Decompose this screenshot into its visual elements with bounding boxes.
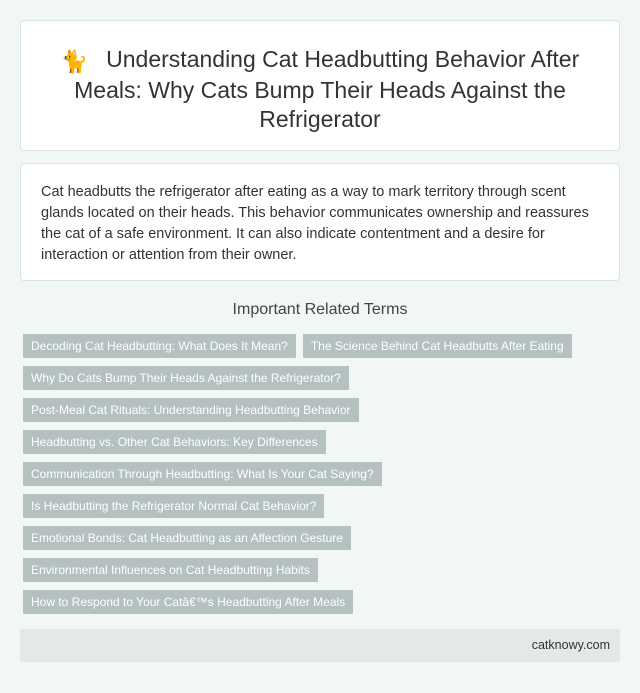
summary-text: Cat headbutts the refrigerator after eating as a way to mark territory through scent glands located on their heads. This behavior communicates ownership and reassures the cat of a safe environment. It can also indicate contentment and a desire for interaction or attention from their owner. (41, 184, 589, 263)
cat-icon: 🐈 (60, 49, 89, 74)
related-term-link[interactable]: Communication Through Headbutting: What Is Your Cat Saying? (23, 462, 382, 486)
summary-card (20, 163, 620, 281)
related-terms-heading: Important Related Terms (232, 301, 408, 318)
page-title (41, 45, 599, 134)
related-term-link[interactable]: Is Headbutting the Refrigerator Normal Cat Behavior? (23, 494, 324, 518)
related-term-link[interactable]: Why Do Cats Bump Their Heads Against the Refrigerator? (23, 366, 349, 390)
related-term-link[interactable]: Decoding Cat Headbutting: What Does It Mean? (23, 334, 296, 358)
related-term-link[interactable]: Emotional Bonds: Cat Headbutting as an Affection Gesture (23, 526, 351, 550)
page-title-text: Understanding Cat Headbutting Behavior After Meals: Why Cats Bump Their Heads Against the Refrigerator (74, 46, 580, 132)
footer (20, 629, 620, 662)
related-term-link[interactable]: How to Respond to Your Catâ€™s Headbutting After Meals (23, 590, 353, 614)
related-term-link[interactable]: Environmental Influences on Cat Headbutting Habits (23, 558, 318, 582)
related-term-link[interactable]: The Science Behind Cat Headbutts After Eating (303, 334, 572, 358)
title-card (20, 20, 620, 151)
related-terms-list (23, 334, 623, 622)
footer-site-link[interactable]: catknowy.com (531, 638, 610, 652)
related-term-link[interactable]: Post-Meal Cat Rituals: Understanding Headbutting Behavior (23, 398, 359, 422)
related-term-link[interactable]: Headbutting vs. Other Cat Behaviors: Key Differences (23, 430, 326, 454)
